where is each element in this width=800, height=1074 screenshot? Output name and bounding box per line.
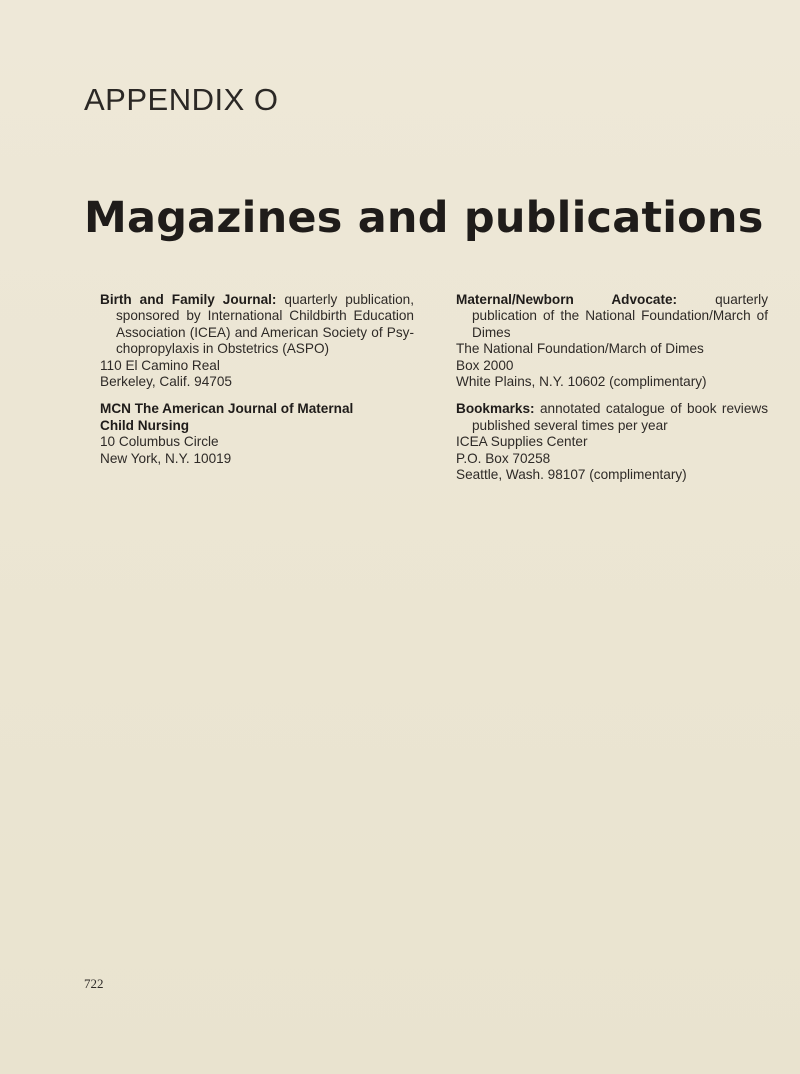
publication-title-continued: Child Nursing [100, 417, 190, 433]
right-column [456, 292, 768, 494]
publication-summary: annotated catalogue of book reviews published several times per year [472, 401, 768, 433]
address-line: The National Foundation/March of Dimes [456, 341, 704, 357]
address-line: ICEA Supplies Center [456, 434, 588, 450]
publication-description [100, 292, 414, 358]
publication-title: Bookmarks: [456, 401, 535, 417]
publication-title: Maternal/Newborn Advocate: [456, 292, 678, 307]
publication-entry-mcn-journal [100, 401, 414, 467]
address-line: 110 El Camino Real [100, 357, 220, 373]
publication-entry-maternal-newborn-advocate [456, 292, 768, 390]
page-number: 722 [84, 976, 104, 991]
publication-summary: quarterly publication, sponsored by International Childbirth Education Association (ICEA) and American Society of Psy-chopropylaxis in Obstetrics (ASPO) [116, 292, 415, 357]
address-line: 10 Columbus Circle [100, 434, 219, 450]
address-line: Box 2000 [456, 357, 514, 373]
left-column [100, 292, 414, 478]
address-line: New York, N.Y. 10019 [100, 450, 232, 466]
publication-entry-birth-family-journal [100, 292, 414, 390]
publication-title: Birth and Family Journal: [100, 292, 277, 307]
address-line: White Plains, N.Y. 10602 (complimentary) [456, 374, 707, 390]
appendix-label: APPENDIX O [84, 82, 279, 117]
address-line: P.O. Box 70258 [456, 450, 551, 466]
publication-summary: quarterly publication of the National Foundation/March of Dimes [472, 292, 768, 340]
publication-entry-bookmarks [456, 401, 768, 483]
publication-description [456, 292, 768, 341]
publication-title: MCN The American Journal of Maternal [100, 401, 354, 417]
address-line: Seattle, Wash. 98107 (complimentary) [456, 467, 687, 483]
address-line: Berkeley, Calif. 94705 [100, 374, 232, 390]
publication-description [456, 401, 768, 434]
page-title: Magazines and publications [84, 193, 764, 243]
